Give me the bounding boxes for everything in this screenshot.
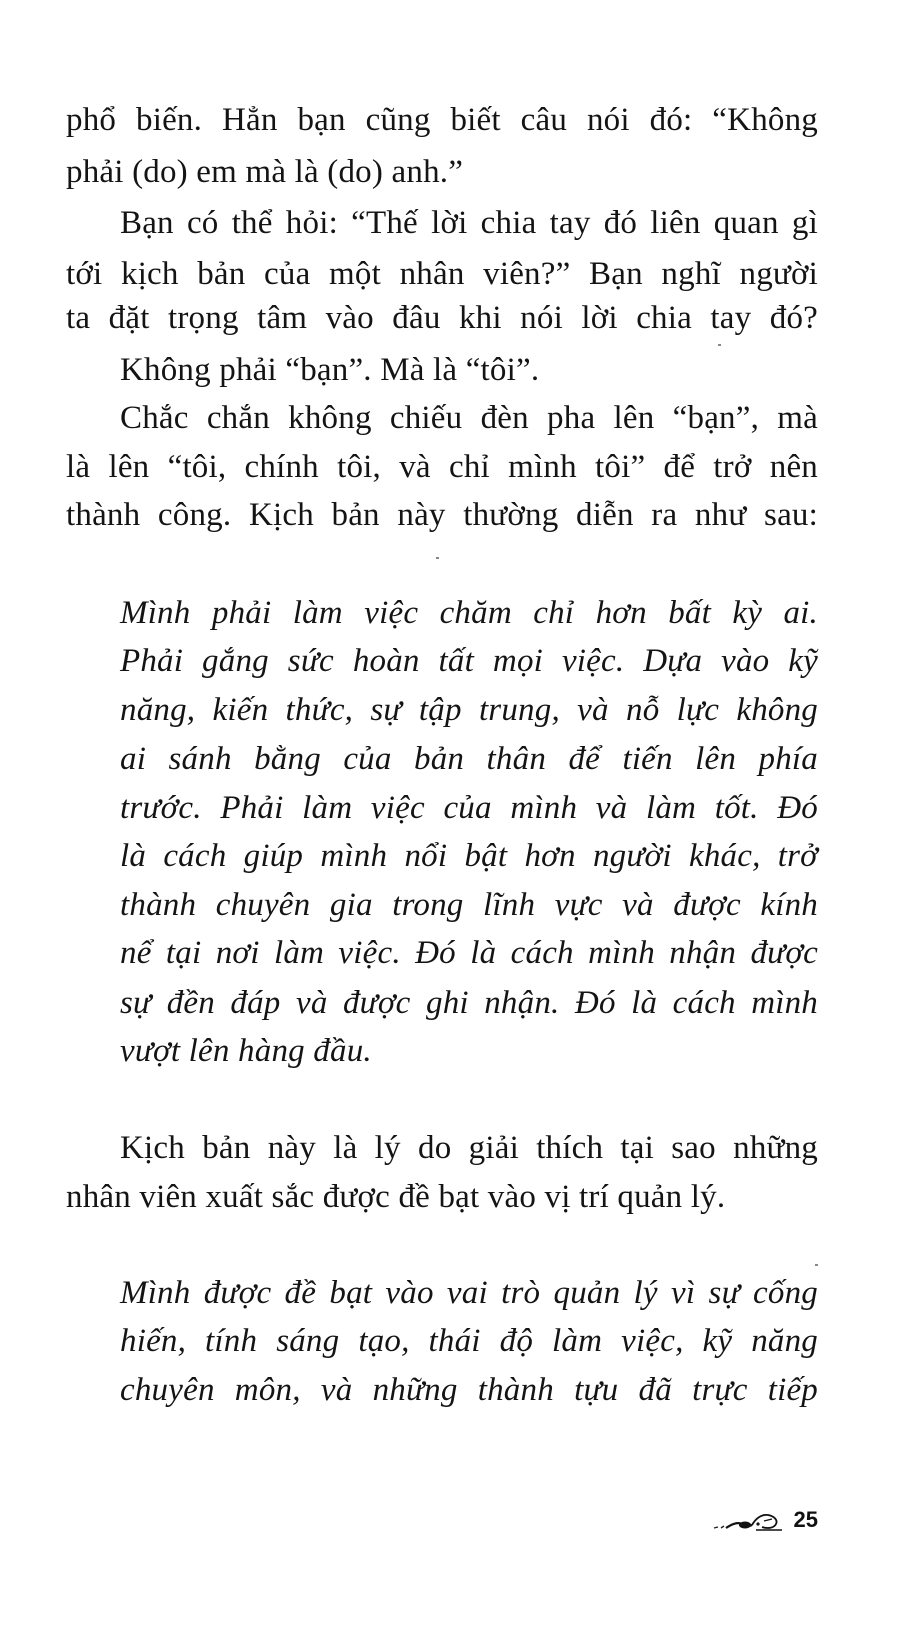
quote-1-line-7: thành chuyên gia trong lĩnh vực và được kính <box>120 887 818 923</box>
quote-1-line-9: sự đền đáp và được ghi nhận. Đó là cách mình <box>120 985 818 1021</box>
quote-1-line-10: vượt lên hàng đầu. <box>120 1033 372 1069</box>
quote-1-line-5: trước. Phải làm việc của mình và làm tốt. Đó <box>120 790 818 826</box>
paragraph-3-line-1: Không phải “bạn”. Mà là “tôi”. <box>120 352 540 388</box>
page-footer <box>712 1500 818 1540</box>
paragraph-4-line-3: thành công. Kịch bản này thường diễn ra như sau: <box>66 497 818 533</box>
paragraph-4-line-1: Chắc chắn không chiếu đèn pha lên “bạn”, mà <box>120 400 818 436</box>
paragraph-2-line-1: Bạn có thể hỏi: “Thế lời chia tay đó liên quan gì <box>120 205 818 241</box>
paragraph-4-line-2: là lên “tôi, chính tôi, và chỉ mình tôi” để trở nên <box>66 449 818 485</box>
page-number: 25 <box>793 1507 818 1532</box>
scan-speck <box>436 557 439 559</box>
quote-1-line-8: nể tại nơi làm việc. Đó là cách mình nhận được <box>120 935 818 971</box>
quote-2-line-2: hiến, tính sáng tạo, thái độ làm việc, kỹ năng <box>120 1323 818 1359</box>
scan-speck <box>718 344 721 346</box>
quote-2-line-1: Mình được đề bạt vào vai trò quản lý vì sự cống <box>120 1275 818 1311</box>
quote-1-line-3: năng, kiến thức, sự tập trung, và nỗ lực không <box>120 692 818 728</box>
quote-1-line-4: ai sánh bằng của bản thân để tiến lên phía <box>120 741 818 777</box>
quote-2-line-3: chuyên môn, và những thành tựu đã trực tiếp <box>120 1372 818 1408</box>
quote-1-line-2: Phải gắng sức hoàn tất mọi việc. Dựa vào kỹ <box>120 643 818 679</box>
paragraph-5-line-2: nhân viên xuất sắc được đề bạt vào vị trí quản lý. <box>66 1179 726 1215</box>
paragraph-1-line-1: phổ biến. Hẳn bạn cũng biết câu nói đó: “Không <box>66 102 818 138</box>
quote-1-line-1: Mình phải làm việc chăm chỉ hơn bất kỳ ai. <box>120 595 818 631</box>
decorative-figure-icon <box>712 1506 788 1534</box>
paragraph-2-line-3: ta đặt trọng tâm vào đâu khi nói lời chia tay đó? <box>66 300 818 336</box>
paragraph-5-line-1: Kịch bản này là lý do giải thích tại sao những <box>120 1130 818 1166</box>
scan-speck <box>815 1264 818 1266</box>
paragraph-1-line-2: phải (do) em mà là (do) anh.” <box>66 154 464 190</box>
paragraph-2-line-2: tới kịch bản của một nhân viên?” Bạn nghĩ người <box>66 256 818 292</box>
quote-1-line-6: là cách giúp mình nổi bật hơn người khác, trở <box>120 838 818 874</box>
